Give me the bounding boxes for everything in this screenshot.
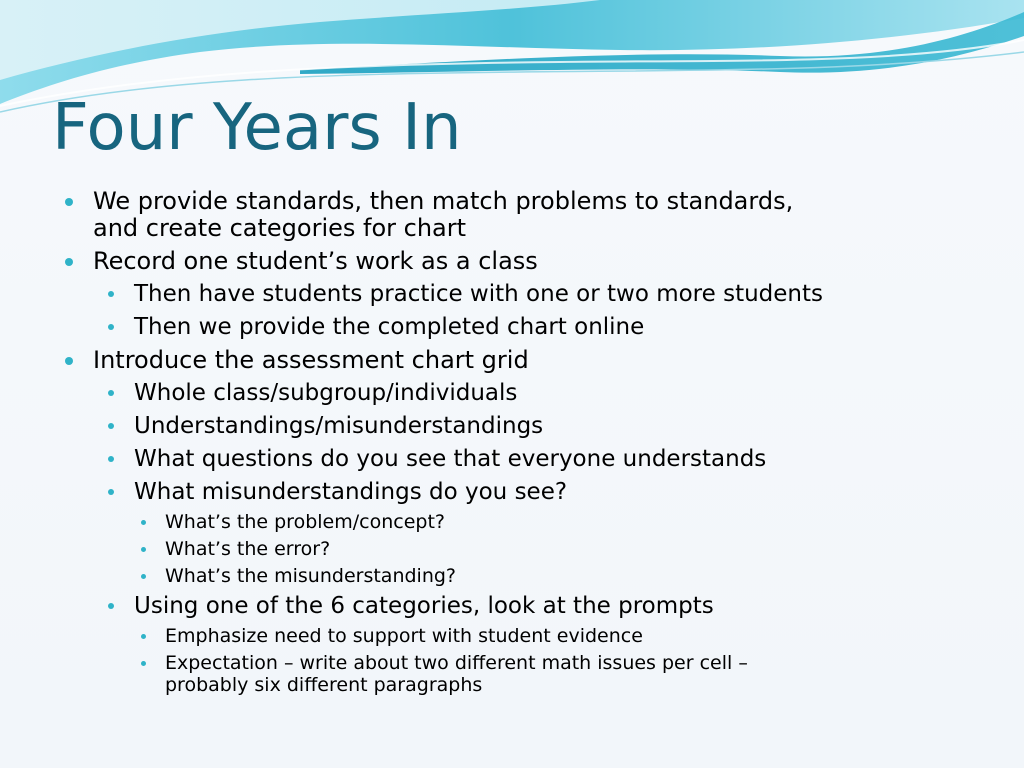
bullet-icon bbox=[108, 423, 114, 429]
bullet-icon bbox=[108, 603, 114, 609]
bullet-text: What questions do you see that everyone understands bbox=[134, 446, 767, 472]
slide-title: Four Years In bbox=[52, 91, 462, 165]
bullet-text: Then we provide the completed chart online bbox=[134, 314, 645, 340]
sub-bullet-item bbox=[62, 593, 962, 620]
bullet-icon bbox=[141, 520, 146, 525]
bullet-icon bbox=[141, 574, 146, 579]
bullet-text: Record one student’s work as a class bbox=[93, 247, 538, 275]
bullet-icon bbox=[108, 324, 114, 330]
bullet-text: We provide standards, then match problems to standards, bbox=[93, 187, 794, 215]
bullet-icon bbox=[108, 390, 114, 396]
bullet-text: and create categories for chart bbox=[93, 214, 467, 242]
bullet-text: Using one of the 6 categories, look at the prompts bbox=[134, 593, 714, 619]
bullet-text: Introduce the assessment chart grid bbox=[93, 346, 529, 374]
bullet-text: Understandings/misunderstandings bbox=[134, 413, 544, 439]
sub-sub-bullet-item bbox=[62, 652, 962, 696]
sub-sub-bullet-item bbox=[62, 625, 962, 647]
bullet-text: What’s the error? bbox=[165, 538, 331, 560]
bullet-item bbox=[62, 188, 962, 242]
sub-bullet-item bbox=[62, 413, 962, 440]
sub-bullet-item bbox=[62, 314, 962, 341]
bullet-icon bbox=[108, 489, 114, 495]
sub-bullet-item bbox=[62, 446, 962, 473]
bullet-icon bbox=[141, 634, 146, 639]
bullet-icon bbox=[108, 456, 114, 462]
sub-sub-bullet-item bbox=[62, 565, 962, 587]
bullet-text: Expectation – write about two different math issues per cell – bbox=[165, 652, 748, 674]
sub-bullet-item bbox=[62, 281, 962, 308]
bullet-item bbox=[62, 248, 962, 275]
sub-sub-bullet-item bbox=[62, 511, 962, 533]
bullet-icon bbox=[141, 661, 146, 666]
bullet-icon bbox=[141, 547, 146, 552]
bullet-text: What misunderstandings do you see? bbox=[134, 479, 568, 505]
bullet-text: Whole class/subgroup/individuals bbox=[134, 380, 518, 406]
sub-sub-bullet-item bbox=[62, 538, 962, 560]
bullet-text: Then have students practice with one or two more students bbox=[134, 281, 824, 307]
bullet-icon bbox=[65, 198, 73, 206]
bullet-icon bbox=[108, 291, 114, 297]
bullet-list bbox=[62, 188, 962, 696]
bullet-icon bbox=[65, 258, 73, 266]
sub-bullet-item bbox=[62, 380, 962, 407]
bullet-text: What’s the problem/concept? bbox=[165, 511, 445, 533]
bullet-item bbox=[62, 347, 962, 374]
sub-bullet-item bbox=[62, 479, 962, 506]
bullet-text: Emphasize need to support with student evidence bbox=[165, 625, 643, 647]
bullet-icon bbox=[65, 357, 73, 365]
bullet-text: What’s the misunderstanding? bbox=[165, 565, 457, 587]
bullet-text: probably six different paragraphs bbox=[165, 674, 483, 696]
